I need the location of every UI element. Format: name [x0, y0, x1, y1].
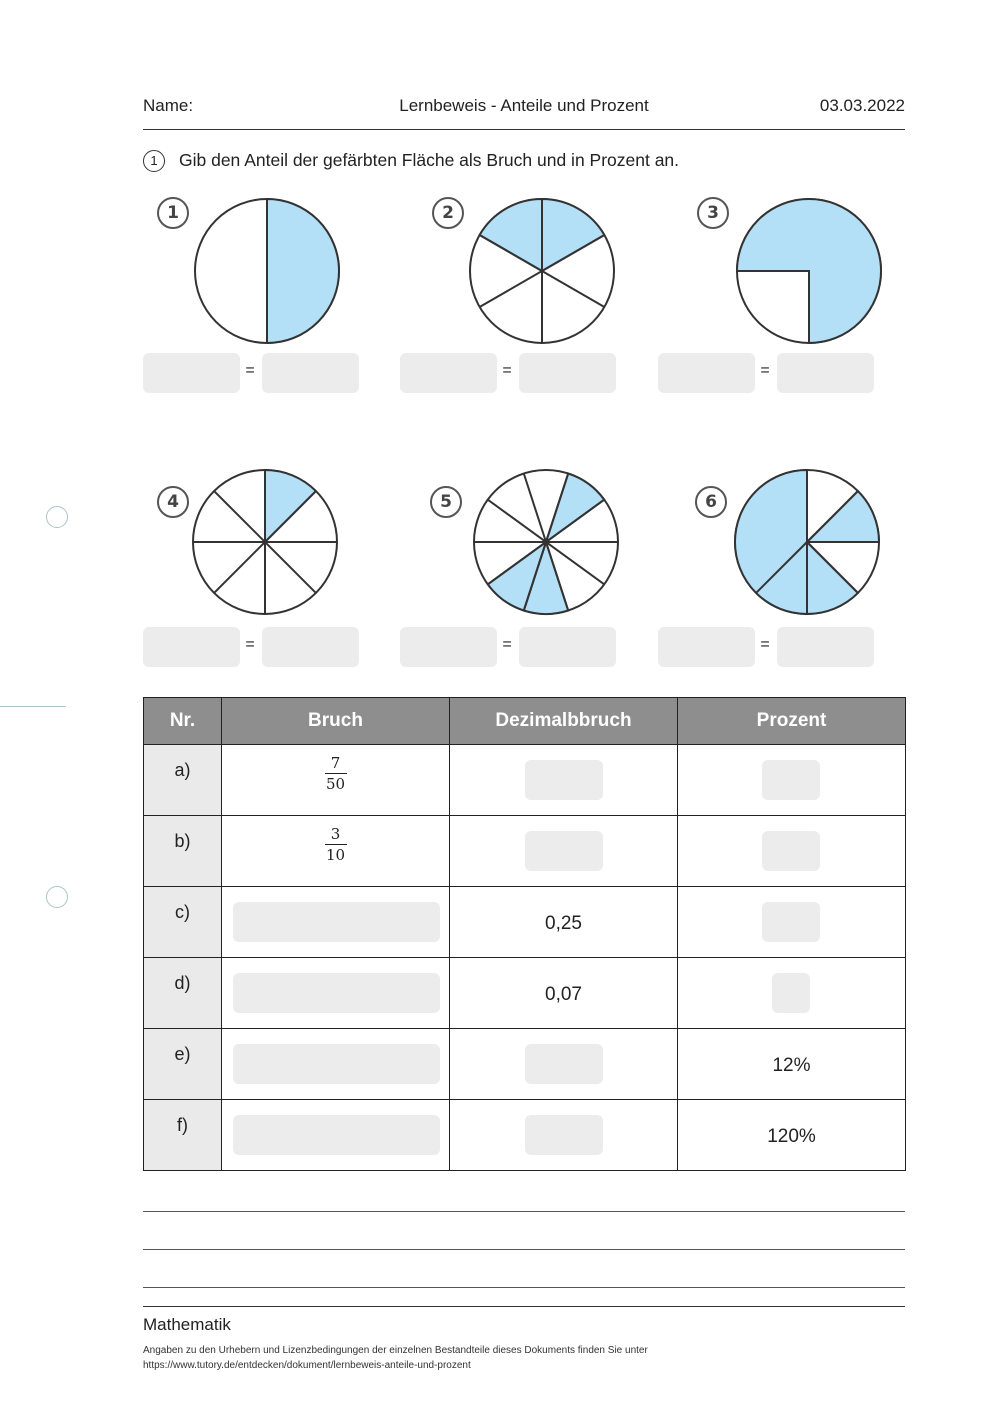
row-label: d) [144, 958, 222, 1029]
pie-chart-3 [735, 197, 883, 345]
fraction-answer-field[interactable] [233, 973, 440, 1013]
row-label: f) [144, 1100, 222, 1171]
decimal-value: 0,25 [545, 913, 582, 934]
punch-hole [46, 886, 68, 908]
license-url: https://www.tutory.de/entdecken/dokument/lernbeweis-anteile-und-prozent [143, 1360, 471, 1371]
answer-fraction-field-2[interactable] [400, 353, 497, 393]
fraction-cell [222, 1029, 450, 1100]
equals-sign: = [502, 362, 512, 379]
fraction-bar [325, 773, 347, 774]
header-rule [143, 129, 905, 130]
pie-chart-2 [468, 197, 616, 345]
fold-mark [0, 706, 66, 707]
task-number: 1 [143, 150, 165, 172]
table-row [144, 1029, 906, 1100]
equals-sign: = [760, 636, 770, 653]
percent-answer-field[interactable] [772, 973, 810, 1013]
table-row [144, 816, 906, 887]
fraction-cell [222, 1100, 450, 1171]
answer-percent-field-2[interactable] [519, 353, 616, 393]
percent-cell [678, 887, 906, 958]
fraction-denominator: 50 [325, 775, 346, 793]
fraction-cell [222, 958, 450, 1029]
percent-cell [678, 745, 906, 816]
worksheet-title: Lernbeweis - Anteile und Prozent [399, 96, 649, 115]
table-row [144, 887, 906, 958]
figure-label-4: 4 [157, 486, 189, 518]
decimal-answer-field[interactable] [525, 760, 603, 800]
table-row [144, 958, 906, 1029]
equals-sign: = [760, 362, 770, 379]
table-row [144, 1100, 906, 1171]
percent-answer-field[interactable] [762, 760, 820, 800]
writing-line [143, 1211, 905, 1212]
fraction-cell [222, 887, 450, 958]
figure-label-1: 1 [157, 197, 189, 229]
percent-value: 120% [767, 1126, 816, 1147]
row-label: c) [144, 887, 222, 958]
answer-percent-field-6[interactable] [777, 627, 874, 667]
fraction [222, 826, 449, 863]
decimal-cell [450, 1100, 678, 1171]
fraction-denominator: 10 [325, 846, 346, 864]
answer-percent-field-5[interactable] [519, 627, 616, 667]
answer-fraction-field-1[interactable] [143, 353, 240, 393]
row-label: b) [144, 816, 222, 887]
answer-fraction-field-3[interactable] [658, 353, 755, 393]
pie-chart-1 [193, 197, 341, 345]
equals-sign: = [245, 636, 255, 653]
answer-percent-field-3[interactable] [777, 353, 874, 393]
fraction-cell [222, 745, 450, 816]
pie-chart-6 [733, 468, 881, 616]
row-label: a) [144, 745, 222, 816]
answer-fraction-field-6[interactable] [658, 627, 755, 667]
column-header-bruch: Bruch [222, 698, 450, 745]
percent-value: 12% [772, 1055, 811, 1076]
decimal-cell [450, 1029, 678, 1100]
subject-label: Mathematik [143, 1315, 231, 1334]
task-instruction: Gib den Anteil der gefärbten Fläche als Bruch und in Prozent an. [179, 150, 680, 170]
decimal-value: 0,07 [545, 984, 582, 1005]
answer-percent-field-1[interactable] [262, 353, 359, 393]
footer-rule [143, 1306, 905, 1307]
conversion-table [143, 697, 906, 1171]
fraction-answer-field[interactable] [233, 1115, 440, 1155]
decimal-cell [450, 745, 678, 816]
fraction-numerator: 3 [330, 825, 341, 843]
license-note: Angaben zu den Urhebern und Lizenzbedingungen der einzelnen Bestandteile dieses Dokuments finden Sie unter [143, 1345, 648, 1356]
column-header-prozent: Prozent [678, 698, 906, 745]
figure-label-2: 2 [432, 197, 464, 229]
answer-fraction-field-4[interactable] [143, 627, 240, 667]
name-label: Name: [143, 96, 194, 115]
equals-sign: = [245, 362, 255, 379]
percent-answer-field[interactable] [762, 902, 820, 942]
fraction-bar [325, 844, 347, 845]
equals-sign: = [502, 636, 512, 653]
decimal-answer-field[interactable] [525, 1044, 603, 1084]
fraction-answer-field[interactable] [233, 902, 440, 942]
decimal-cell [450, 816, 678, 887]
worksheet-date: 03.03.2022 [819, 96, 905, 115]
decimal-answer-field[interactable] [525, 1115, 603, 1155]
row-label: e) [144, 1029, 222, 1100]
percent-cell [678, 816, 906, 887]
percent-cell [678, 1100, 906, 1171]
table-row [144, 745, 906, 816]
decimal-cell [450, 958, 678, 1029]
pie-chart-5 [472, 468, 620, 616]
column-header-nr: Nr. [144, 698, 222, 745]
decimal-answer-field[interactable] [525, 831, 603, 871]
figure-label-5: 5 [430, 486, 462, 518]
decimal-cell [450, 887, 678, 958]
figure-label-6: 6 [695, 486, 727, 518]
percent-cell [678, 958, 906, 1029]
column-header-dezimalbruch: Dezimalbbruch [450, 698, 678, 745]
answer-percent-field-4[interactable] [262, 627, 359, 667]
fraction-answer-field[interactable] [233, 1044, 440, 1084]
fraction [222, 755, 449, 792]
pie-chart-4 [191, 468, 339, 616]
table-header-row [144, 698, 906, 745]
percent-cell [678, 1029, 906, 1100]
punch-hole [46, 506, 68, 528]
writing-line [143, 1249, 905, 1250]
percent-answer-field[interactable] [762, 831, 820, 871]
answer-fraction-field-5[interactable] [400, 627, 497, 667]
fraction-cell [222, 816, 450, 887]
writing-line [143, 1287, 905, 1288]
fraction-numerator: 7 [330, 754, 341, 772]
figure-label-3: 3 [697, 197, 729, 229]
